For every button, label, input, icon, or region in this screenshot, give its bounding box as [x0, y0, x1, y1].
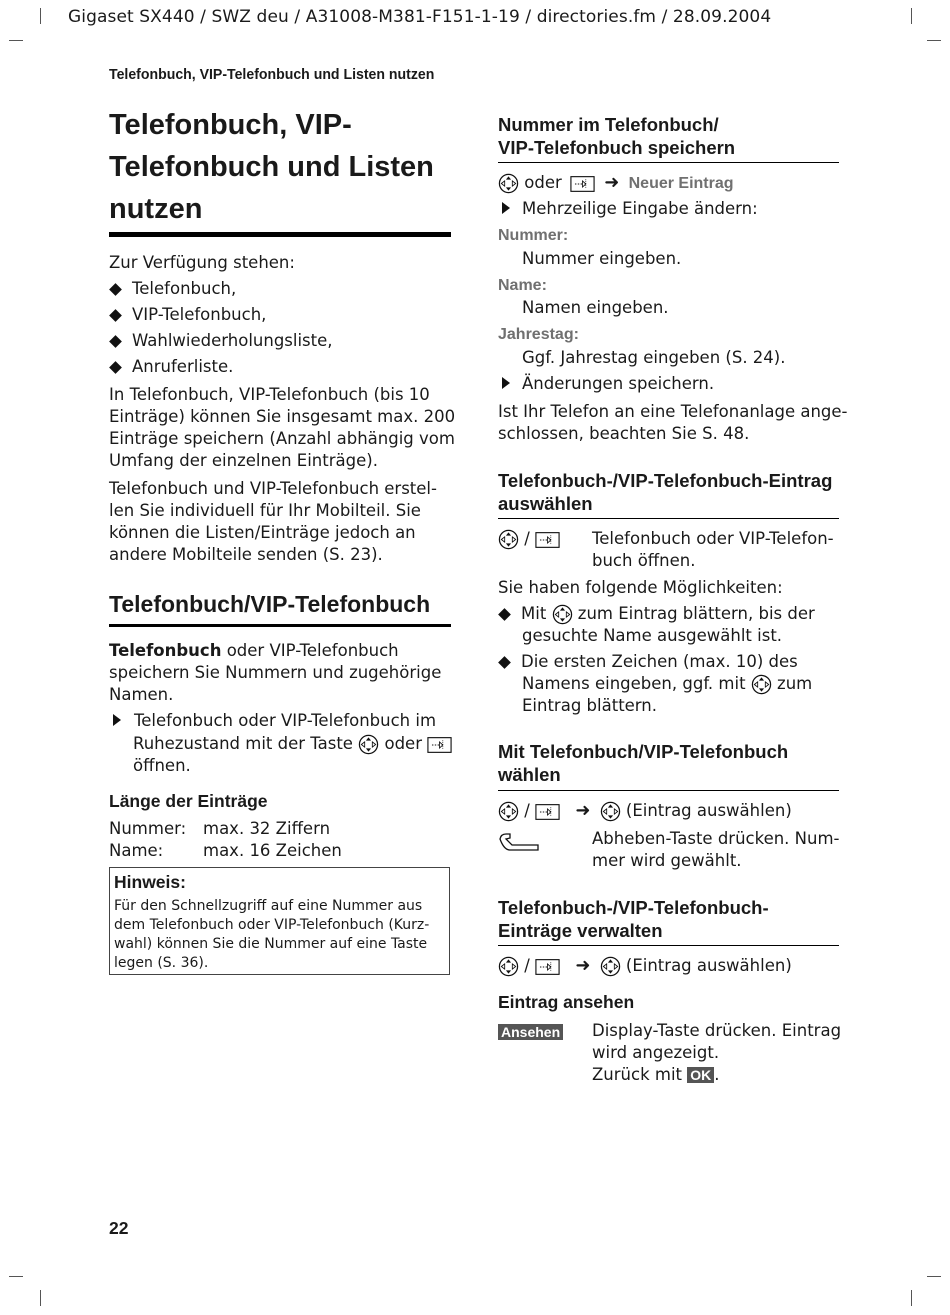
- navigation-key-icon: [751, 674, 772, 695]
- section-rule: [498, 790, 839, 791]
- text-line: [109, 733, 452, 755]
- crop-mark: [927, 40, 941, 41]
- options-intro: Sie haben folgende Möglichkeiten:: [498, 578, 783, 597]
- text-run: Mit: [521, 604, 547, 623]
- text-line: dem Telefonbuch oder VIP-Telefonbuch (Kurz-: [114, 917, 430, 933]
- step-open-phonebook: [109, 710, 452, 777]
- dial-description: [592, 828, 840, 872]
- display-key-ansehen: Ansehen: [498, 1024, 563, 1040]
- text-run: zum: [777, 674, 813, 693]
- text-line: Für den Schnellzugriff auf eine Nummer aus: [114, 898, 423, 914]
- text-line: legen (S. 36).: [114, 955, 209, 971]
- list-item: [109, 304, 333, 330]
- title-line: Telefonbuch-/VIP-Telefonbuch-: [498, 897, 769, 918]
- crop-mark: [9, 40, 23, 41]
- subsection-title-view: Eintrag ansehen: [498, 992, 635, 1012]
- row-value: max. 16 Zeichen: [203, 841, 342, 860]
- crop-mark: [9, 1276, 23, 1277]
- row-label: Name:: [109, 841, 164, 860]
- section-rule: [498, 518, 839, 519]
- crop-mark: [40, 1290, 41, 1306]
- text-line: len Sie individuell für Ihr Mobilteil. Sie: [109, 501, 421, 520]
- text-run: (Eintrag auswählen): [625, 801, 792, 820]
- text-line: können die Listen/Einträge jedoch an: [109, 523, 416, 542]
- title-line: Telefonbuch-/VIP-Telefonbuch-Eintrag: [498, 470, 833, 491]
- section-title-dial: [498, 740, 788, 786]
- list-item-label: Wahlwiederholungsliste,: [132, 331, 333, 350]
- select-keys: [498, 528, 560, 550]
- text-run: oder: [384, 734, 422, 753]
- field-text: Nummer eingeben.: [522, 249, 682, 268]
- option-type: [498, 651, 812, 717]
- pbx-note: [498, 401, 848, 445]
- ok-key: OK: [687, 1067, 714, 1083]
- triangle-step-icon: [502, 377, 510, 389]
- text-run: Telefonbuch oder VIP-Telefonbuch im: [134, 711, 437, 730]
- text-line: Telefonbuch oder VIP-Telefon-: [592, 529, 834, 548]
- section-paragraph: [109, 640, 441, 706]
- row-value: max. 32 Ziffern: [203, 819, 331, 838]
- list-item: [109, 278, 333, 304]
- availability-list: [109, 278, 333, 382]
- text-run: (Eintrag auswählen): [625, 956, 792, 975]
- text-run: Änderungen speichern.: [522, 374, 715, 393]
- text-line: buch öffnen.: [592, 551, 696, 570]
- text-line: [592, 1064, 841, 1086]
- text-line: Namen.: [109, 685, 174, 704]
- text-line: wird angezeigt.: [592, 1043, 720, 1062]
- text-line: Display-Taste drücken. Eintrag: [592, 1021, 842, 1040]
- text-line: wahl) können Sie die Nummer auf eine Taste: [114, 936, 428, 952]
- triangle-step-icon: [502, 202, 510, 214]
- view-softkey: [498, 1022, 563, 1041]
- text-line: [498, 651, 812, 673]
- title-line: VIP-Telefonbuch speichern: [498, 137, 736, 158]
- handset-lift-key-icon: [498, 832, 542, 852]
- list-item-label: Anruferliste.: [132, 357, 234, 376]
- text-line: andere Mobilteile senden (S. 23).: [109, 545, 383, 564]
- text-line: Abheben-Taste drücken. Num-: [592, 829, 840, 848]
- subsection-title: Länge der Einträge: [109, 791, 268, 811]
- document-header: Gigaset SX440 / SWZ deu / A31008-M381-F151-1-19 / directories.fm / 28.09.2004: [68, 7, 772, 27]
- navigation-key-icon: [600, 801, 621, 822]
- section-title: Telefonbuch/VIP-Telefonbuch: [109, 591, 431, 617]
- paragraph: [109, 384, 455, 472]
- diamond-bullet-icon: [109, 361, 122, 374]
- text-run: .: [714, 1065, 720, 1084]
- text-line: gesuchte Name ausgewählt ist.: [522, 626, 783, 645]
- text-line: Eintrag blättern.: [522, 696, 658, 715]
- field-label-name: Name:: [498, 277, 547, 294]
- text-run: Namens eingeben, ggf. mit: [522, 674, 746, 693]
- diamond-bullet-icon: [498, 656, 511, 669]
- hint-title: Hinweis:: [114, 872, 186, 892]
- text-run: Zurück mit: [592, 1065, 683, 1084]
- triangle-step-icon: [113, 714, 121, 726]
- running-head: Telefonbuch, VIP-Telefonbuch und Listen nutzen: [109, 66, 435, 83]
- text-line: Einträge speichern (Anzahl abhängig vom: [109, 429, 455, 448]
- view-description: [592, 1020, 841, 1086]
- navigation-key-icon: [600, 956, 621, 977]
- section-rule: [109, 624, 451, 627]
- navigation-key-icon: [498, 956, 519, 977]
- display-menu-key-icon: [535, 804, 560, 820]
- field-text: Namen eingeben.: [522, 298, 669, 317]
- display-menu-key-icon: [535, 532, 560, 548]
- text-line: [498, 603, 815, 625]
- text-run: Die ersten Zeichen (max. 10) des: [521, 652, 798, 671]
- option-scroll: [498, 603, 815, 647]
- title-line: auswählen: [498, 493, 593, 514]
- list-item-label: VIP-Telefonbuch,: [132, 305, 267, 324]
- crop-mark: [927, 1276, 941, 1277]
- table-row: [109, 840, 342, 862]
- row-label: Nummer:: [109, 819, 187, 838]
- crop-mark: [40, 8, 41, 24]
- manage-key-sequence: [498, 955, 792, 977]
- text-run: Mehrzeilige Eingabe ändern:: [522, 199, 758, 218]
- text-line: In Telefonbuch, VIP-Telefonbuch (bis 10: [109, 385, 430, 404]
- navigation-key-icon: [552, 604, 573, 625]
- text-run: /: [524, 956, 530, 975]
- navigation-key-icon: [358, 734, 379, 755]
- list-item: [109, 356, 333, 382]
- list-item: [109, 330, 333, 356]
- diamond-bullet-icon: [109, 335, 122, 348]
- hint-text: [114, 897, 429, 973]
- display-menu-key-icon: [427, 737, 452, 753]
- title-line: Nummer im Telefonbuch/: [498, 114, 719, 135]
- field-label-number: Nummer:: [498, 227, 569, 244]
- bold-term: Telefonbuch: [109, 641, 222, 660]
- crop-mark: [911, 1290, 912, 1306]
- section-title-manage: [498, 896, 769, 942]
- section-rule: [498, 945, 839, 946]
- step-edit: [498, 198, 758, 220]
- table-row: [109, 818, 331, 840]
- text-line: [109, 710, 452, 732]
- page-title-line: Telefonbuch, VIP-: [109, 109, 352, 141]
- page-title-line: Telefonbuch und Listen: [109, 151, 434, 183]
- section-title-save: [498, 113, 735, 159]
- arrow-right-icon: ➜: [575, 800, 591, 821]
- title-rule: [109, 232, 451, 237]
- text-line: [109, 640, 441, 662]
- title-line: Einträge verwalten: [498, 920, 663, 941]
- section-title-select: [498, 469, 832, 515]
- diamond-bullet-icon: [109, 309, 122, 322]
- field-text: Ggf. Jahrestag eingeben (S. 24).: [522, 348, 786, 367]
- intro-text: Zur Verfügung stehen:: [109, 253, 295, 272]
- text-line: Einträge) können Sie insgesamt max. 200: [109, 407, 456, 426]
- save-key-sequence: [498, 172, 734, 195]
- text-run: oder VIP-Telefonbuch: [221, 641, 399, 660]
- display-menu-key-icon: [570, 176, 595, 192]
- diamond-bullet-icon: [498, 608, 511, 621]
- page-title-line: nutzen: [109, 193, 203, 225]
- arrow-right-icon: ➜: [575, 955, 591, 976]
- arrow-right-icon: ➜: [604, 172, 620, 193]
- text-run: Ruhezustand mit der Taste: [133, 734, 353, 753]
- text-run: /: [524, 529, 530, 548]
- diamond-bullet-icon: [109, 283, 122, 296]
- crop-mark: [911, 8, 912, 24]
- display-menu-key-icon: [535, 959, 560, 975]
- paragraph: [109, 478, 437, 566]
- text-line: [498, 673, 812, 695]
- text-run: /: [524, 801, 530, 820]
- text-line: schlossen, beachten Sie S. 48.: [498, 424, 750, 443]
- text-run: zum Eintrag blättern, bis der: [577, 604, 815, 623]
- text-line: Umfang der einzelnen Einträge).: [109, 451, 378, 470]
- text-line: öffnen.: [133, 756, 191, 775]
- page-title: [109, 104, 434, 230]
- navigation-key-icon: [498, 529, 519, 550]
- title-line: wählen: [498, 764, 561, 785]
- step-save: [498, 373, 714, 395]
- page-number: 22: [109, 1218, 129, 1238]
- list-item-label: Telefonbuch,: [132, 279, 237, 298]
- text-line: Ist Ihr Telefon an eine Telefonanlage ange-: [498, 402, 848, 421]
- text-line: mer wird gewählt.: [592, 851, 742, 870]
- navigation-key-icon: [498, 801, 519, 822]
- hint-box: [109, 867, 450, 975]
- title-line: Mit Telefonbuch/VIP-Telefonbuch: [498, 741, 789, 762]
- select-description: [592, 528, 834, 572]
- menu-entry-new: Neuer Eintrag: [628, 175, 734, 192]
- length-table: [109, 818, 342, 862]
- navigation-key-icon: [498, 173, 519, 194]
- dial-key-sequence: [498, 800, 792, 822]
- text-line: speichern Sie Nummern und zugehörige: [109, 663, 442, 682]
- section-rule: [498, 162, 839, 163]
- field-label-anniversary: Jahrestag:: [498, 326, 579, 343]
- text-line: Telefonbuch und VIP-Telefonbuch erstel-: [109, 479, 437, 498]
- text-run: oder: [524, 173, 562, 192]
